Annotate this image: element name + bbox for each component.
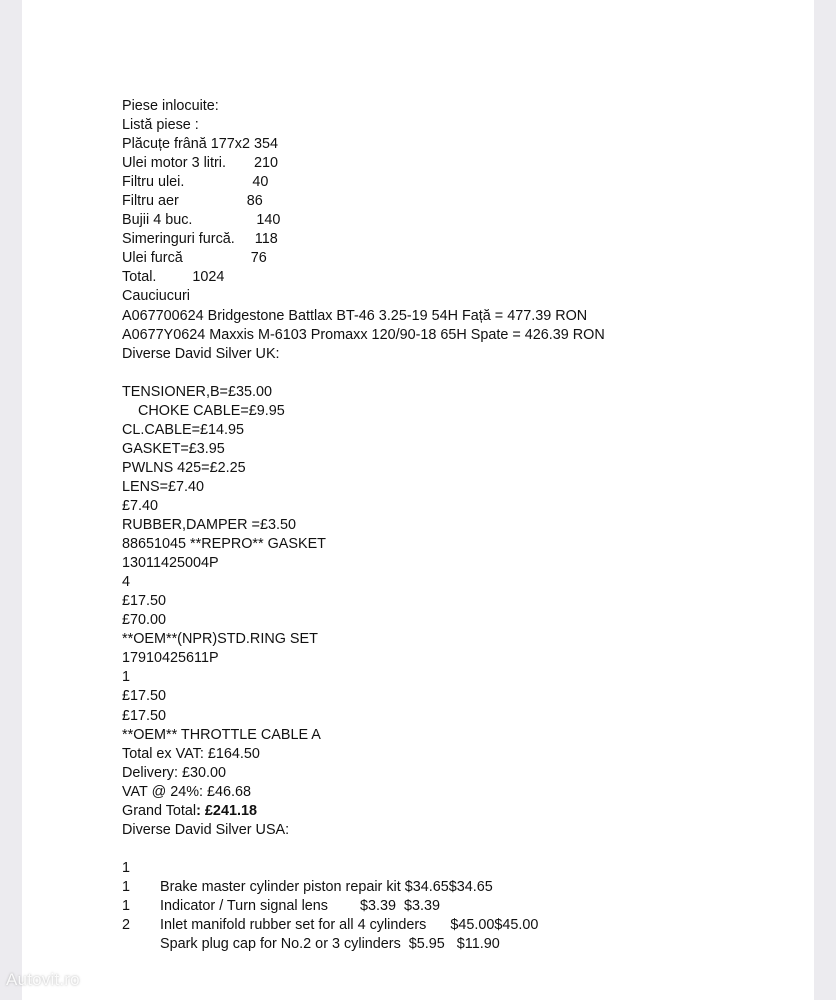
grand-total-value: : £241.18 bbox=[196, 802, 257, 819]
text-line: A0677Y0624 Maxxis M-6103 Promaxx 120/90-18 65H Spate = 426.39 RON bbox=[122, 326, 605, 343]
delivery-cost: Delivery: £30.00 bbox=[122, 764, 226, 781]
text-line: Piese inlocuite: bbox=[122, 98, 219, 114]
text-line: Ulei motor 3 litri. 210 bbox=[122, 155, 278, 172]
text-line: **OEM** THROTTLE CABLE A bbox=[122, 726, 321, 743]
autovit-watermark: Autovit.ro bbox=[6, 970, 80, 989]
text-line: 1 bbox=[122, 669, 131, 686]
blank-line bbox=[122, 364, 822, 383]
text-line: £17.50 bbox=[122, 688, 167, 705]
text-line: LENS=£7.40 bbox=[122, 478, 205, 495]
text-line: 17910425611P bbox=[122, 650, 219, 667]
item-description: Indicator / Turn signal lens $3.39 $3.39 bbox=[160, 897, 440, 914]
total-ex-vat: Total ex VAT: £164.50 bbox=[122, 745, 260, 762]
text-line: CHOKE CABLE=£9.95 bbox=[122, 402, 285, 419]
text-line: £17.50 bbox=[122, 593, 167, 610]
document-text bbox=[122, 97, 822, 953]
text-line: £7.40 bbox=[122, 497, 159, 514]
text-line: Diverse David Silver UK: bbox=[122, 345, 280, 362]
usa-header: Diverse David Silver USA: bbox=[122, 821, 290, 838]
item-description: Brake master cylinder piston repair kit $34.65$34.65 bbox=[160, 878, 493, 895]
text-line: Total. 1024 bbox=[122, 269, 225, 286]
text-line: CL.CABLE=£14.95 bbox=[122, 421, 245, 438]
text-line: £70.00 bbox=[122, 612, 167, 629]
text-line: Cauciucuri bbox=[122, 288, 190, 305]
grand-total bbox=[122, 802, 822, 821]
text-line: 4 bbox=[122, 574, 131, 591]
text-line: Bujii 4 buc. 140 bbox=[122, 212, 281, 229]
text-line: 13011425004P bbox=[122, 555, 219, 572]
text-line: GASKET=£3.95 bbox=[122, 440, 225, 457]
item-qty: 1 bbox=[122, 859, 131, 876]
grand-total-label: Grand Total bbox=[122, 802, 197, 819]
vat-amount: VAT @ 24%: £46.68 bbox=[122, 783, 252, 800]
item-description: Inlet manifold rubber set for all 4 cylinders $45.00$45.00 bbox=[160, 917, 539, 934]
parts-section bbox=[122, 97, 822, 364]
item-qty: 1 bbox=[122, 897, 131, 914]
text-line: £17.50 bbox=[122, 707, 167, 724]
text-line: Plăcuțe frână 177x2 354 bbox=[122, 136, 279, 153]
document-page bbox=[22, 0, 814, 1000]
text-line: 88651045 **REPRO** GASKET bbox=[122, 536, 326, 553]
text-line: Filtru aer 86 bbox=[122, 193, 263, 210]
text-line: A067700624 Bridgestone Battlax BT-46 3.25-19 54H Față = 477.39 RON bbox=[122, 307, 588, 324]
uk-order-section bbox=[122, 383, 822, 821]
item-qty: 1 bbox=[122, 878, 131, 895]
text-line: Ulei furcă 76 bbox=[122, 250, 267, 267]
text-line: Simeringuri furcă. 118 bbox=[122, 231, 278, 248]
list-item bbox=[122, 840, 822, 895]
text-line: **OEM**(NPR)STD.RING SET bbox=[122, 631, 318, 648]
item-description: Spark plug cap for No.2 or 3 cylinders $5.95 $11.90 bbox=[160, 936, 500, 953]
text-line: PWLNS 425=£2.25 bbox=[122, 459, 246, 476]
usa-order-section bbox=[122, 821, 822, 953]
text-line: RUBBER,DAMPER =£3.50 bbox=[122, 517, 296, 534]
item-qty: 2 bbox=[122, 917, 131, 934]
text-line: Listă piese : bbox=[122, 117, 199, 134]
text-line: Filtru ulei. 40 bbox=[122, 174, 269, 191]
text-line: TENSIONER,B=£35.00 bbox=[122, 383, 272, 400]
